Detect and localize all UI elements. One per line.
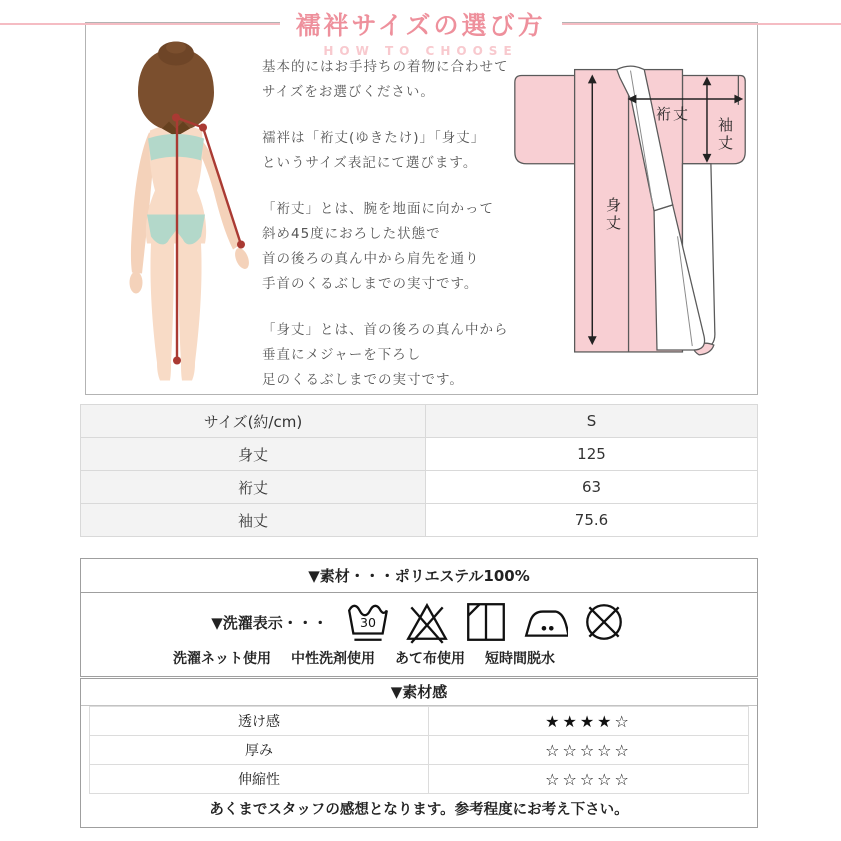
care-note: あて布使用 — [395, 651, 465, 667]
guide-line: 襦袢は「裄丈(ゆきたけ)」「身丈」 — [262, 130, 486, 146]
size-row-label: 袖丈 — [81, 504, 426, 537]
guide-line: サイズをお選びください。 — [262, 84, 435, 100]
title-divider-right — [562, 23, 841, 25]
svg-text:30: 30 — [359, 615, 376, 631]
guide-paragraph — [262, 197, 526, 297]
care-note: 中性洗剤使用 — [291, 651, 375, 667]
title-divider-left — [0, 23, 280, 25]
texture-row — [90, 707, 749, 736]
woman-back-illustration — [94, 39, 259, 387]
kimono-label-mitake: 身丈 — [604, 197, 622, 233]
size-guide-illustration-box — [85, 22, 758, 395]
guide-line: 基本的にはお手持ちの着物に合わせて — [262, 59, 509, 75]
guide-line: 「身丈」とは、首の後ろの真ん中から — [262, 322, 509, 338]
size-table-row — [81, 504, 758, 537]
wash-30-icon — [345, 599, 391, 645]
texture-box — [80, 678, 758, 828]
size-table-header-row — [81, 405, 758, 438]
title-row — [0, 6, 841, 42]
texture-row — [90, 736, 749, 765]
shade-dry-icon — [463, 599, 509, 645]
material-heading: ▼素材・・・ポリエステル100% — [81, 559, 757, 593]
size-table-row — [81, 438, 758, 471]
kimono-diagram — [506, 57, 756, 391]
page-title: 襦袢サイズの選び方 — [280, 6, 562, 42]
body-measurement-figure — [94, 39, 259, 387]
page-subtitle: HOW TO CHOOSE — [323, 44, 518, 58]
texture-heading: ▼素材感 — [81, 679, 757, 706]
texture-row — [90, 765, 749, 794]
left-leg — [150, 244, 174, 381]
page-header — [0, 6, 841, 58]
texture-stars: ★★★★☆ — [429, 707, 749, 736]
size-row-label: 身丈 — [81, 438, 426, 471]
guide-line: 足のくるぶしまでの実寸です。 — [262, 372, 464, 388]
care-heading: ▼洗濯表示・・・ — [211, 613, 328, 632]
care-note: 短時間脱水 — [485, 651, 555, 667]
guide-line: というサイズ表記にて選びます。 — [262, 155, 478, 171]
size-table-row — [81, 471, 758, 504]
texture-row-label: 透け感 — [90, 707, 429, 736]
texture-row-label: 厚み — [90, 736, 429, 765]
material-box — [80, 558, 758, 677]
measure-point-neck — [172, 114, 180, 122]
guide-paragraph — [262, 55, 526, 105]
iron-icon — [522, 599, 568, 645]
texture-table — [89, 706, 749, 794]
care-symbols-row — [81, 599, 757, 645]
left-sleeve — [515, 75, 575, 163]
size-table-header-size: S — [426, 405, 758, 438]
size-row-value: 75.6 — [426, 504, 758, 537]
texture-note: あくまでスタッフの感想となります。参考程度にお考え下さい。 — [209, 802, 629, 818]
size-row-value: 63 — [426, 471, 758, 504]
kimono-label-yukitake: 裄丈 — [656, 105, 691, 123]
left-hand — [130, 272, 143, 294]
size-table — [80, 404, 758, 537]
right-hand — [232, 246, 251, 271]
size-row-value: 125 — [426, 438, 758, 471]
measure-point-wrist — [237, 241, 245, 249]
texture-row-label: 伸縮性 — [90, 765, 429, 794]
size-row-label: 裄丈 — [81, 471, 426, 504]
guide-line: 首の後ろの真ん中から肩先を通り — [262, 251, 480, 267]
guide-line: 斜め45度におろした状態で — [262, 226, 441, 242]
no-wring-icon — [581, 599, 627, 645]
measure-point-ankle — [173, 357, 181, 365]
guide-paragraph — [262, 318, 526, 393]
no-bleach-icon — [404, 599, 450, 645]
guide-line: 手首のくるぶしまでの実寸です。 — [262, 276, 479, 292]
care-note: 洗濯ネット使用 — [173, 651, 271, 667]
guide-text — [262, 55, 526, 393]
kimono-label-sodetake: 袖丈 — [716, 117, 734, 153]
guide-line: 垂直にメジャーを下ろし — [262, 347, 422, 363]
texture-stars: ☆☆☆☆☆ — [429, 765, 749, 794]
guide-line: 「裄丈」とは、腕を地面に向かって — [262, 201, 494, 217]
size-table-header-label: サイズ(約/cm) — [81, 405, 426, 438]
measure-point-shoulder — [199, 124, 207, 132]
texture-stars: ☆☆☆☆☆ — [429, 736, 749, 765]
guide-paragraph — [262, 126, 526, 176]
right-leg — [178, 244, 202, 381]
kimono-illustration — [506, 57, 756, 391]
care-row — [81, 593, 757, 676]
care-notes — [26, 648, 702, 668]
